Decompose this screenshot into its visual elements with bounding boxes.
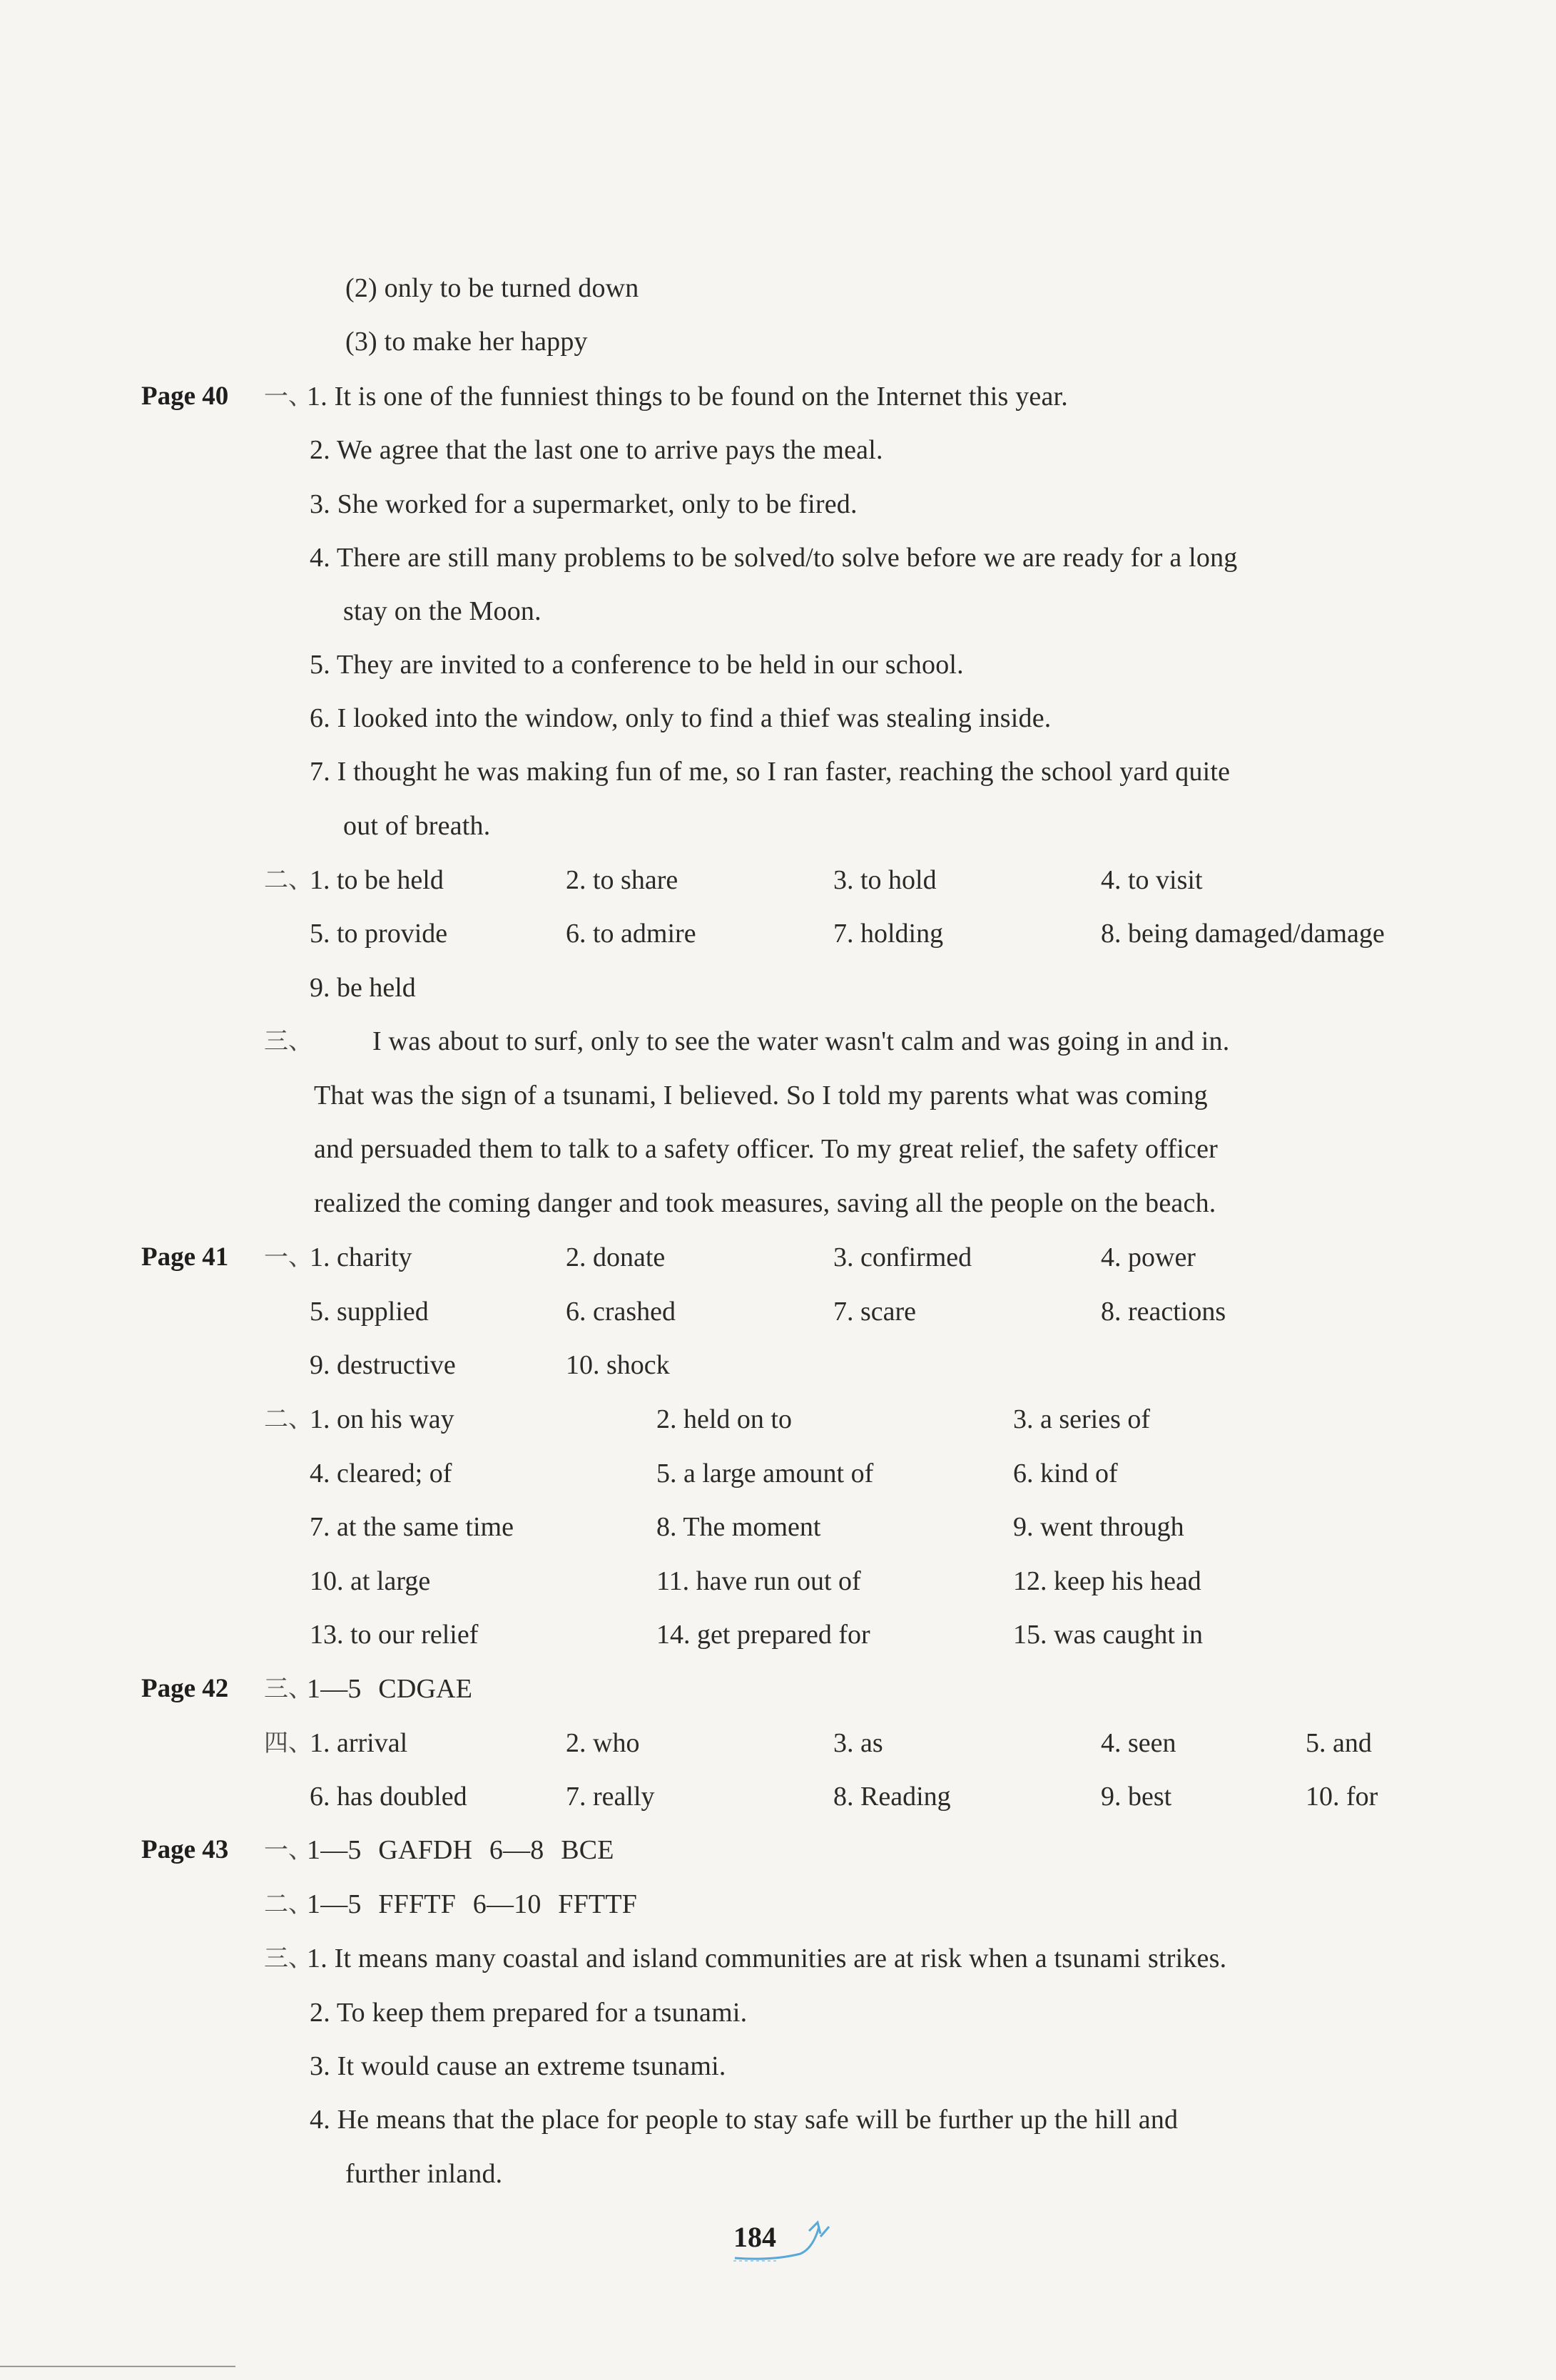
answer-line: 1—5 GAFDH 6—8 BCE	[307, 1835, 614, 1865]
answer-item: 3. as	[833, 1728, 883, 1758]
answer-item: 13. to our relief	[310, 1620, 479, 1650]
answer-item: 3. to hold	[833, 865, 937, 895]
answer-item: 8. The moment	[656, 1512, 821, 1542]
answer-line: 7. I thought he was making fun of me, so I ran faster, reaching the school yard quite	[310, 757, 1231, 787]
answer-item: 2. who	[566, 1728, 640, 1758]
answer-line: 3. It would cause an extreme tsunami.	[310, 2051, 726, 2081]
answer-line: 1—5 FFFTF 6—10 FFTTF	[307, 1889, 638, 1919]
answer-item: 9. be held	[310, 973, 416, 1003]
answer-item: 1. charity	[310, 1242, 412, 1272]
page-label-40: Page 40	[141, 382, 229, 411]
section-marker-three: 三、	[264, 1027, 312, 1056]
answer-item: 9. destructive	[310, 1350, 456, 1380]
answer-item: 11. have run out of	[656, 1566, 861, 1596]
answer-item: 15. was caught in	[1013, 1620, 1203, 1650]
answer-item: 5. and	[1306, 1728, 1372, 1758]
answer-line: That was the sign of a tsunami, I believed. So I told my parents what was coming	[314, 1081, 1208, 1110]
answer-item: 1. on his way	[310, 1404, 454, 1434]
swoosh-icon	[729, 2217, 836, 2267]
answer-item: 12. keep his head	[1013, 1566, 1201, 1596]
section-marker-one: 一、	[264, 382, 312, 411]
answer-line: (3) to make her happy	[345, 327, 588, 357]
section-marker-one: 一、	[264, 1243, 312, 1272]
answer-item: 4. power	[1101, 1242, 1196, 1272]
answer-item: 6. kind of	[1013, 1459, 1118, 1488]
answer-item: 9. best	[1101, 1782, 1172, 1812]
answer-item: 1. arrival	[310, 1728, 408, 1758]
page-label-41: Page 41	[141, 1242, 229, 1272]
answer-item: 2. donate	[566, 1242, 666, 1272]
answer-item: 8. Reading	[833, 1782, 951, 1812]
answer-item: 7. at the same time	[310, 1512, 514, 1542]
answer-item: 10. at large	[310, 1566, 431, 1596]
answer-item: 4. seen	[1101, 1728, 1176, 1758]
answer-item: 8. being damaged/damage	[1101, 919, 1385, 949]
answer-line: I was about to surf, only to see the water wasn't calm and was going in and in.	[372, 1026, 1230, 1056]
answer-item: 9. went through	[1013, 1512, 1184, 1542]
answer-item: 6. has doubled	[310, 1782, 467, 1812]
page-label-42: Page 42	[141, 1674, 229, 1703]
answer-line: 2. We agree that the last one to arrive pays the meal.	[310, 435, 883, 465]
answer-line: realized the coming danger and took measures, saving all the people on the beach.	[314, 1188, 1216, 1218]
section-marker-four: 四、	[264, 1729, 312, 1757]
answer-line: out of breath.	[343, 811, 491, 841]
answer-item: 7. holding	[833, 919, 944, 949]
answer-line: and persuaded them to talk to a safety officer. To my great relief, the safety officer	[314, 1134, 1219, 1164]
page-label-43: Page 43	[141, 1835, 229, 1864]
answer-item: 7. really	[566, 1782, 655, 1812]
answer-item: 3. a series of	[1013, 1404, 1151, 1434]
answer-item: 4. to visit	[1101, 865, 1203, 895]
answer-item: 2. held on to	[656, 1404, 792, 1434]
answer-item: 4. cleared; of	[310, 1459, 452, 1488]
section-marker-two: 二、	[264, 1890, 312, 1919]
answer-item: 10. for	[1306, 1782, 1378, 1812]
answer-item: 5. supplied	[310, 1297, 429, 1327]
section-marker-three: 三、	[264, 1675, 312, 1703]
section-marker-two: 二、	[264, 866, 312, 894]
answer-line: 6. I looked into the window, only to find a thief was stealing inside.	[310, 703, 1052, 733]
answer-line: 4. There are still many problems to be solved/to solve before we are ready for a long	[310, 543, 1238, 573]
answer-item: 6. to admire	[566, 919, 696, 949]
answer-item: 8. reactions	[1101, 1297, 1226, 1327]
answer-item: 14. get prepared for	[656, 1620, 870, 1650]
section-marker-three: 三、	[264, 1944, 312, 1973]
section-marker-two: 二、	[264, 1405, 312, 1434]
answer-line: 1—5 CDGAE	[307, 1674, 473, 1704]
answer-line: 1. It means many coastal and island communities are at risk when a tsunami strikes.	[307, 1944, 1227, 1973]
section-marker-one: 一、	[264, 1836, 312, 1864]
answer-item: 3. confirmed	[833, 1242, 972, 1272]
answer-line: stay on the Moon.	[343, 596, 541, 626]
answer-line: further inland.	[345, 2159, 503, 2189]
answer-item: 2. to share	[566, 865, 678, 895]
answer-line: 2. To keep them prepared for a tsunami.	[310, 1998, 748, 2028]
answer-item: 6. crashed	[566, 1297, 676, 1327]
answer-item: 5. a large amount of	[656, 1459, 874, 1488]
answer-line: 4. He means that the place for people to stay safe will be further up the hill and	[310, 2105, 1179, 2135]
answer-item: 5. to provide	[310, 919, 448, 949]
answer-item: 7. scare	[833, 1297, 917, 1327]
answer-line: 3. She worked for a supermarket, only to be fired.	[310, 489, 858, 519]
answer-line: 1. It is one of the funniest things to be found on the Internet this year.	[307, 382, 1068, 412]
answer-item: 10. shock	[566, 1350, 670, 1380]
answer-item: 1. to be held	[310, 865, 444, 895]
page-number: 184	[733, 2221, 776, 2253]
footer-rule	[0, 2366, 235, 2367]
answer-line: 5. They are invited to a conference to be held in our school.	[310, 650, 964, 680]
answer-line: (2) only to be turned down	[345, 273, 639, 303]
